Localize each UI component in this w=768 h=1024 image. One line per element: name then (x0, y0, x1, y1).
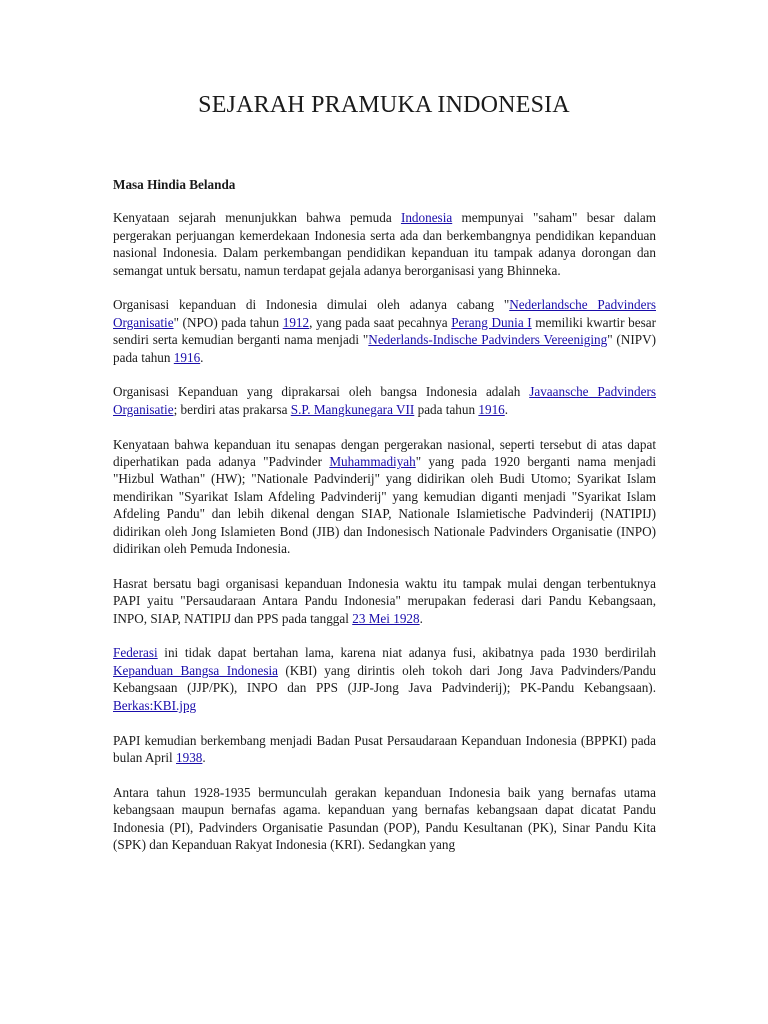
paragraph-text: Hasrat bersatu bagi organisasi kepanduan Indonesia waktu itu tampak mulai dengan terbentuknya PAPI yaitu "Persaudaraan Antara Pandu Indonesia" merupakan federasi dari Pandu Kebangsaan, INPO, SIAP, NATIPIJ dan PPS pada tanggal (113, 575, 656, 626)
paragraph (113, 296, 656, 366)
inline-link[interactable]: Javaansche Padvinders Organisatie (113, 384, 656, 417)
paragraph-text: ini tidak dapat bertahan lama, karena niat adanya fusi, akibatnya pada 1930 berdirilah (157, 645, 656, 661)
paragraph (113, 383, 656, 418)
paragraph (113, 209, 656, 279)
paragraph-text: " (NIPV) pada tahun (113, 332, 656, 365)
inline-link[interactable]: Berkas:KBI.jpg (113, 697, 197, 713)
paragraph (113, 732, 656, 767)
paragraph (113, 436, 656, 558)
paragraph-text: (KBI) yang dirintis oleh tokoh dari Jong Java Padvinders/Pandu Kebangsaan (JJP/PK), INPO dan PPS (JJP-Jong Java Padvinderij); PK-Pandu Kebangsaan). (113, 662, 656, 696)
document-body (113, 176, 656, 871)
paragraph (113, 784, 656, 854)
paragraph (113, 644, 656, 714)
inline-link[interactable]: Muhammadiyah (329, 454, 416, 470)
inline-link[interactable]: Indonesia (400, 210, 453, 226)
paragraph-text: mempunyai "saham" besar dalam pergerakan perjuangan kemerdekaan Indonesia serta ada dan berkembangnya pendidikan kepanduan nasional Indonesia. Dalam perkembangan pendidikan kepanduan itu tampak adanya dorongan dan semangat untuk bersatu, namun terdapat gejala adanya berorganisasi yang Bhinneka. (113, 210, 656, 278)
inline-link[interactable]: 23 Mei 1928 (352, 610, 420, 626)
paragraph-text: . (419, 610, 423, 626)
paragraph-text: . (202, 749, 206, 765)
inline-link[interactable]: 1938 (176, 749, 203, 765)
paragraph-list (113, 209, 656, 853)
inline-link[interactable]: Nederlands-Indische Padvinders Vereeniging (368, 332, 608, 348)
inline-link[interactable]: 1916 (478, 401, 505, 417)
paragraph-text: " yang pada 1920 berganti nama menjadi "Hizbul Wathan" (HW); "Nationale Padvinderij" yang didirikan oleh Budi Utomo; Syarikat Islam mendirikan "Syarikat Islam Afdeling Padvinderij" yang kemudian diganti menjadi "Syarikat Islam Afdeling Pandu" dan lebih dikenal dengan SIAP, Nationale Islamietische Padvinderij (NATIPIJ) didirikan oleh Jong Islamieten Bond (JIB) dan Indonesisch Nationale Padvinders Organisatie (INPO) didirikan oleh Pemuda Indonesia. (113, 454, 656, 557)
paragraph-text: " (NPO) pada tahun (173, 314, 283, 330)
paragraph-text: Organisasi kepanduan di Indonesia dimulai oleh adanya cabang " (113, 297, 510, 313)
paragraph-text: pada tahun (414, 401, 479, 417)
paragraph-text: Antara tahun 1928-1935 bermunculah gerakan kepanduan Indonesia baik yang bernafas utama kebangsaan maupun bernafas agama. kepanduan yang bernafas kebangsaan dapat dicatat Pandu Indonesia (PI), Padvinders Organisatie Pasundan (POP), Pandu Kesultanan (PK), Sinar Pandu Kita (SPK) dan Kepanduan Rakyat Indonesia (KRI). Sedangkan yang (113, 784, 656, 852)
page-title: SEJARAH PRAMUKA INDONESIA (198, 92, 570, 118)
inline-link[interactable]: Kepanduan Bangsa Indonesia (113, 662, 278, 678)
paragraph-text: Organisasi Kepanduan yang diprakarsai oleh bangsa Indonesia adalah (113, 384, 530, 400)
paragraph-text: ; berdiri atas prakarsa (173, 401, 291, 417)
paragraph (113, 575, 656, 627)
section-heading: Masa Hindia Belanda (113, 177, 236, 192)
inline-link[interactable]: S.P. Mangkunegara VII (290, 401, 415, 417)
paragraph-text: memiliki kwartir besar sendiri serta kemudian berganti nama menjadi " (113, 314, 656, 348)
inline-link[interactable]: Federasi (113, 645, 158, 661)
inline-link[interactable]: Nederlandsche Padvinders Organisatie (113, 297, 656, 330)
paragraph-text: . (504, 401, 509, 417)
inline-link[interactable]: Perang Dunia I (451, 314, 532, 330)
paragraph-text: , yang pada saat pecahnya (309, 314, 452, 330)
paragraph-text: Kenyataan bahwa kepanduan itu senapas dengan pergerakan nasional, seperti tersebut di atas dapat diperhatikan pada adanya "Padvinder (113, 436, 656, 470)
paragraph-text: . (200, 349, 204, 365)
paragraph-text: PAPI kemudian berkembang menjadi Badan Pusat Persaudaraan Kepanduan Indonesia (BPPKI) pada bulan April (113, 732, 656, 765)
paragraph-text: Kenyataan sejarah menunjukkan bahwa pemuda (113, 210, 401, 226)
inline-link[interactable]: 1912 (282, 314, 310, 330)
inline-link[interactable]: 1916 (173, 349, 201, 365)
